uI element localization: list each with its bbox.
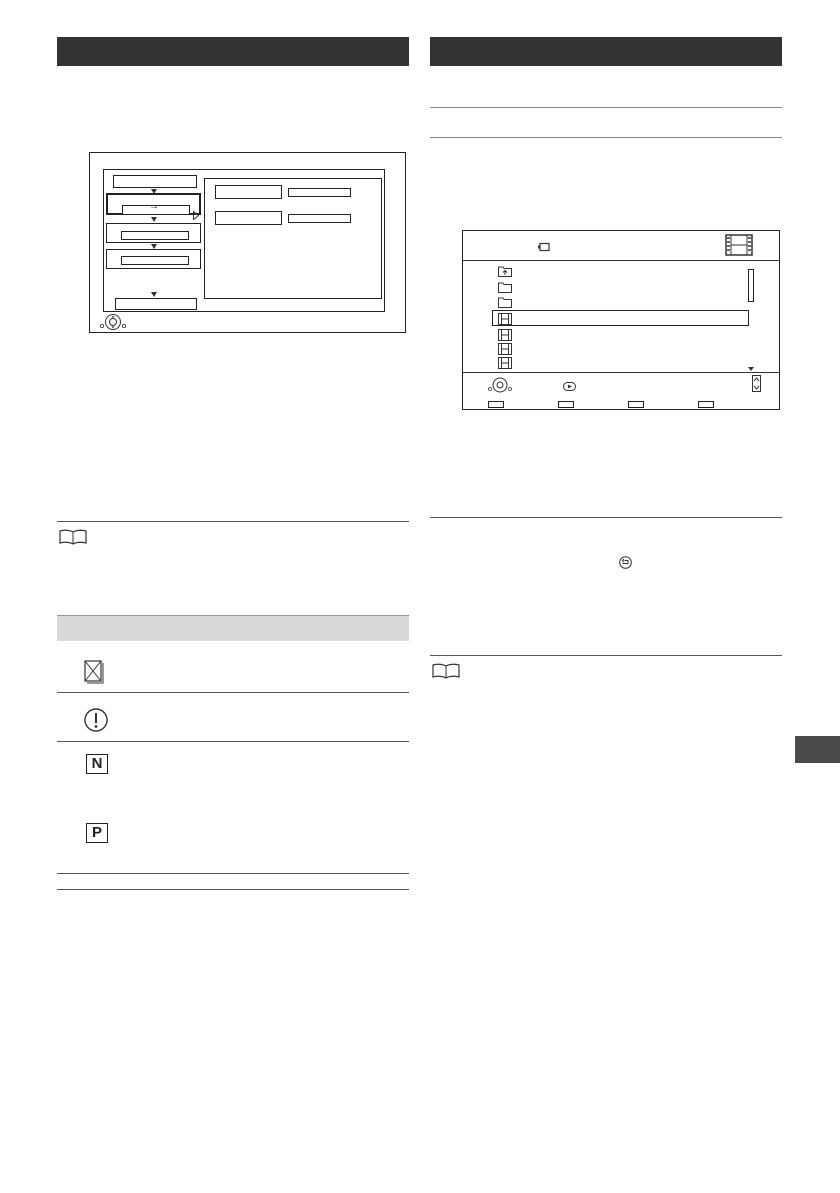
right-step-rule (430, 137, 782, 138)
menu-item-bottom[interactable] (115, 298, 197, 310)
crossed-box-icon (84, 660, 108, 686)
right-note-rule (430, 655, 782, 656)
submenu-panel (204, 178, 382, 299)
section-band (57, 615, 409, 641)
left-header-bar (57, 37, 409, 66)
exclamation-circle-icon (83, 707, 109, 733)
selected-file-row[interactable] (492, 310, 749, 326)
submenu-label-2 (215, 211, 282, 225)
menu-item-third-field (121, 231, 189, 240)
return-icon (619, 556, 632, 574)
browser-footer-rule (463, 372, 779, 373)
blue-key-icon (698, 401, 714, 408)
menu-item-third[interactable] (106, 223, 201, 243)
submenu-value-2[interactable] (288, 214, 351, 223)
table-bottom-rule (57, 889, 409, 890)
right-header-bar (430, 37, 782, 66)
book-icon (431, 663, 461, 679)
yellow-key-icon (628, 401, 644, 408)
menu-item-fourth[interactable] (106, 249, 201, 269)
menu-down-arrow (151, 217, 157, 222)
menu-item-fourth-field (121, 256, 189, 265)
green-key-icon (558, 401, 574, 408)
letter-n-glyph: N (91, 755, 103, 772)
side-tab-marker (795, 736, 840, 763)
table-row-divider (57, 741, 409, 742)
film-strip-icon (725, 234, 753, 261)
letter-p-glyph: P (91, 824, 102, 841)
submenu-label-1 (215, 185, 282, 199)
table-row-divider (57, 692, 409, 693)
menu-item-top[interactable] (113, 175, 197, 188)
red-key-icon (488, 401, 504, 408)
play-icon (563, 378, 576, 396)
scroll-down-arrow[interactable] (748, 367, 754, 371)
page-icon (752, 375, 761, 397)
file-browser-screen (462, 230, 780, 410)
menu-screen-diagram (89, 152, 406, 333)
book-icon (58, 529, 88, 545)
menu-item-selected-field (122, 201, 190, 215)
card-icon (538, 239, 550, 257)
right-step-rule (430, 107, 782, 108)
right-arrow-icon: → (149, 201, 159, 212)
letter-p-icon (86, 823, 108, 843)
submenu-value-1[interactable] (288, 188, 351, 197)
menu-down-arrow (151, 292, 157, 297)
table-bottom-rule (57, 873, 409, 874)
letter-n-icon (86, 754, 108, 774)
scrollbar-thumb[interactable] (748, 269, 754, 302)
browser-header-rule (463, 260, 779, 261)
right-note-rule (430, 517, 782, 518)
dpad-icon (487, 376, 513, 399)
menu-item-selected[interactable] (106, 193, 201, 215)
left-note-rule (57, 521, 409, 522)
dpad-icon (99, 313, 127, 336)
